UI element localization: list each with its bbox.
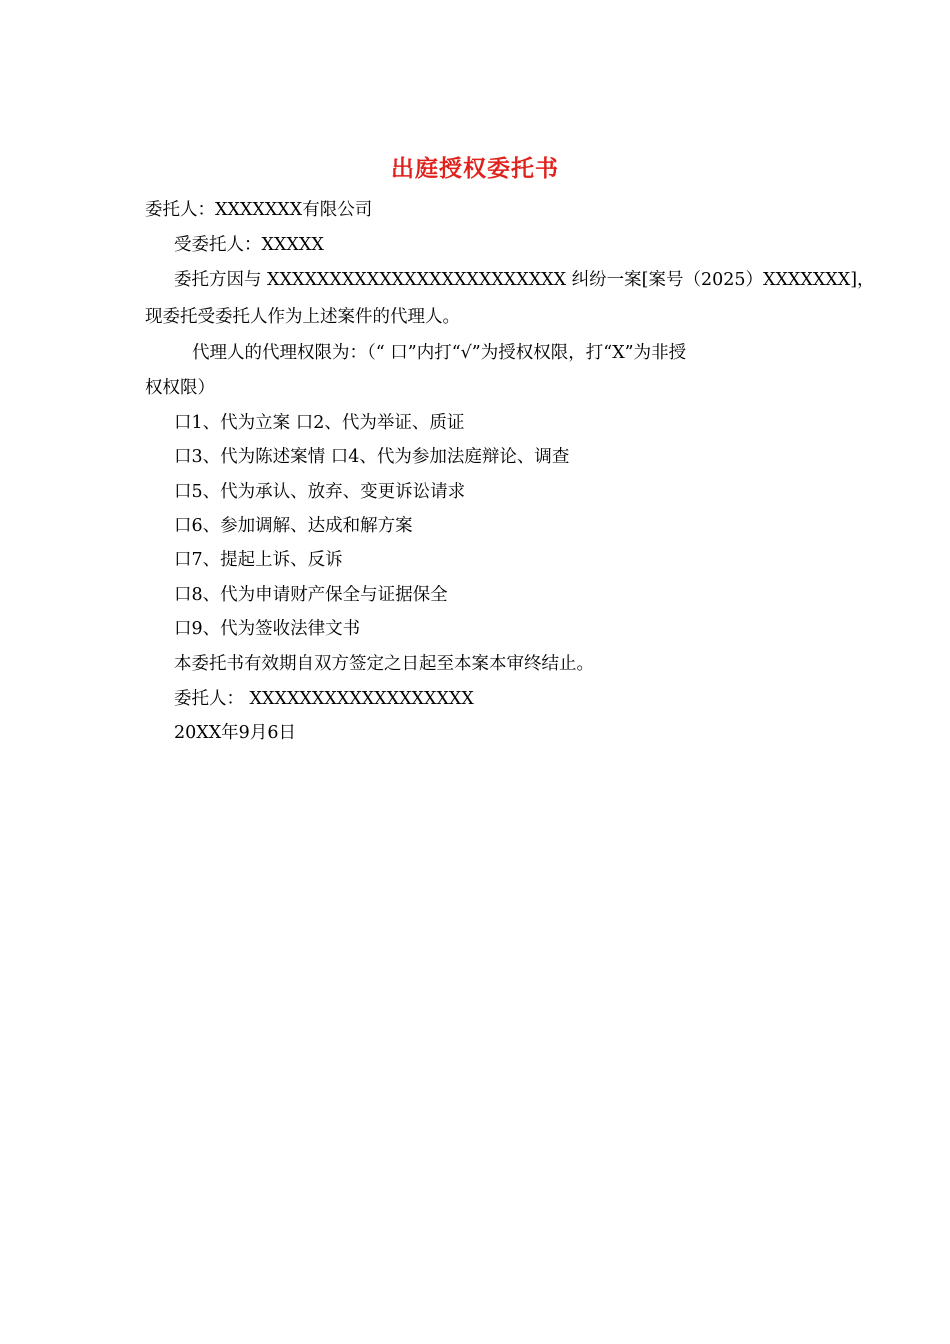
agent-line: 受委托人：XXXXX [174,235,324,255]
principal-line: 委托人：XXXXXXX有限公司 [145,200,373,220]
authority-item: 口1、代为立案 口2、代为举证、质证 [174,413,465,433]
authority-item: 口5、代为承认、放弃、变更诉讼请求 [174,482,466,502]
signature-line: 委托人： XXXXXXXXXXXXXXXXXX [174,689,474,709]
document-title: 出庭授权委托书 [391,155,559,182]
authority-item: 口6、参加调解、达成和解方案 [174,516,413,536]
validity-line: 本委托书有效期自双方签定之日起至本案本审终结止。 [174,654,594,674]
scope-line-1: 代理人的代理权限为：（“ 口”内打“√”为授权权限，打“X”为非授 [192,343,687,363]
date-line: 20XX年9月6日 [174,723,296,743]
case-line-1: 委托方因与 XXXXXXXXXXXXXXXXXXXXXXXX 纠纷一案[案号（2025）XXXXXXX]， [174,270,875,290]
authority-item: 口9、代为签收法律文书 [174,619,361,639]
authority-item: 口3、代为陈述案情 口4、代为参加法庭辩论、调查 [174,447,570,467]
case-line-2: 现委托受委托人作为上述案件的代理人。 [145,307,460,327]
authority-item: 口7、提起上诉、反诉 [174,550,343,570]
authority-item: 口8、代为申请财产保全与证据保全 [174,585,448,605]
scope-line-2: 权权限） [145,378,215,398]
